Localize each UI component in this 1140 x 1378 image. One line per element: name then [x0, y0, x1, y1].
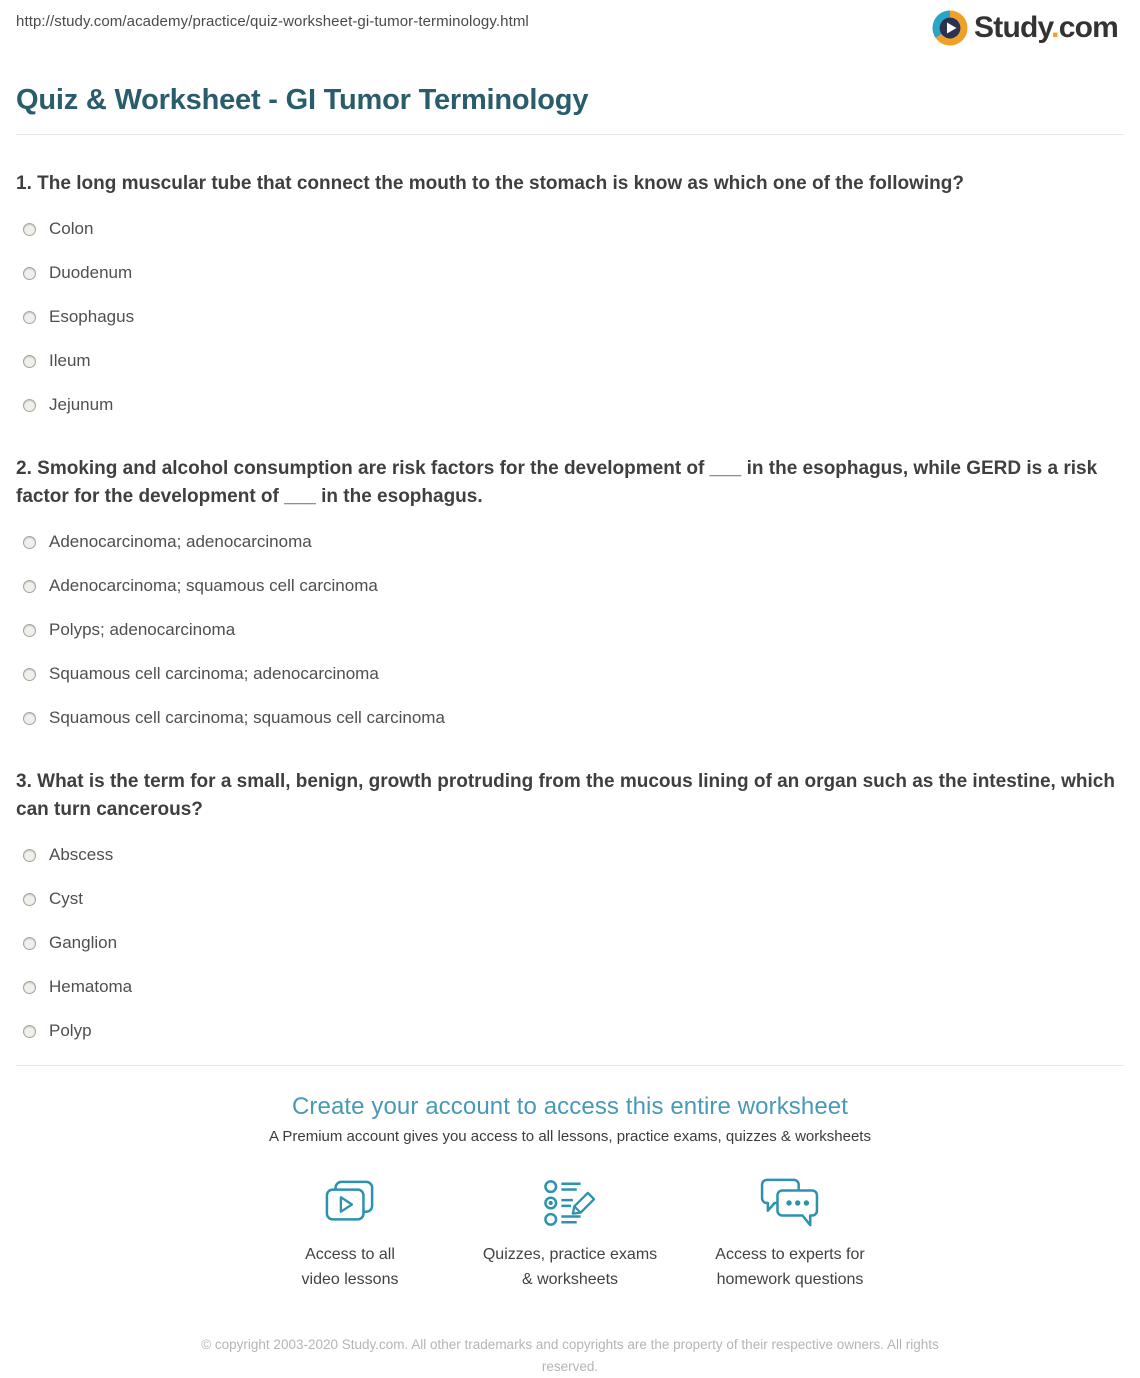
page-title: Quiz & Worksheet - GI Tumor Terminology — [16, 84, 589, 116]
answer-option[interactable] — [16, 664, 1124, 684]
question-1-options — [16, 219, 1124, 415]
radio-button[interactable] — [23, 399, 36, 412]
answer-option-label: Ileum — [49, 351, 91, 370]
answer-option-label: Colon — [49, 219, 94, 238]
radio-button[interactable] — [23, 580, 36, 593]
question-1-text: 1. The long muscular tube that connect the mouth to the stomach is know as which one of the following? — [16, 173, 964, 194]
radio-button[interactable] — [23, 1025, 36, 1038]
answer-option[interactable] — [16, 1021, 1124, 1041]
answer-option-label: Esophagus — [49, 307, 135, 326]
chat-experts-icon — [680, 1177, 900, 1229]
quiz-worksheet-icon — [460, 1177, 680, 1229]
answer-option[interactable] — [16, 620, 1124, 640]
radio-button[interactable] — [23, 223, 36, 236]
answer-option-label: Polyps; adenocarcinoma — [49, 620, 236, 639]
radio-button[interactable] — [23, 668, 36, 681]
radio-button[interactable] — [23, 267, 36, 280]
studycom-logo-text: Study.com — [974, 11, 1118, 44]
question-1 — [16, 170, 1124, 415]
radio-button[interactable] — [23, 712, 36, 725]
answer-option[interactable] — [16, 307, 1124, 327]
radio-button[interactable] — [23, 893, 36, 906]
radio-button[interactable] — [23, 355, 36, 368]
cta-section — [16, 1093, 1124, 1292]
question-2-options — [16, 532, 1124, 728]
answer-option[interactable] — [16, 395, 1124, 415]
feature-video-lessons — [240, 1177, 460, 1292]
radio-button[interactable] — [23, 311, 36, 324]
studycom-logo-icon — [932, 10, 968, 46]
answer-option-label: Polyp — [49, 1021, 92, 1040]
feature-label: Quizzes, practice exams & worksheets — [482, 1246, 658, 1288]
page-url: http://study.com/academy/practice/quiz-worksheet-gi-tumor-terminology.html — [16, 13, 529, 30]
answer-option-label: Adenocarcinoma; squamous cell carcinoma — [49, 576, 378, 595]
answer-option[interactable] — [16, 351, 1124, 371]
answer-option-label: Adenocarcinoma; adenocarcinoma — [49, 532, 312, 551]
answer-option[interactable] — [16, 845, 1124, 865]
feature-homework-experts — [680, 1177, 900, 1292]
answer-option-label: Abscess — [49, 845, 114, 864]
answer-option[interactable] — [16, 708, 1124, 728]
question-3 — [16, 768, 1124, 1041]
answer-option[interactable] — [16, 219, 1124, 239]
radio-button[interactable] — [23, 937, 36, 950]
answer-option-label: Hematoma — [49, 977, 133, 996]
radio-button[interactable] — [23, 536, 36, 549]
video-lessons-icon — [240, 1177, 460, 1229]
question-2-text: 2. Smoking and alcohol consumption are risk factors for the development of ___ in the esophagus, while GERD is a risk factor for the development of ___ in the esophagus. — [16, 458, 1098, 507]
answer-option-label: Duodenum — [49, 263, 133, 282]
page-footer — [16, 1334, 1124, 1378]
answer-option-label: Squamous cell carcinoma; adenocarcinoma — [49, 664, 379, 683]
answer-option[interactable] — [16, 576, 1124, 596]
radio-button[interactable] — [23, 981, 36, 994]
question-3-text: 3. What is the term for a small, benign, growth protruding from the mucous lining of an organ such as the intestine, which can turn cancerous? — [16, 771, 1115, 820]
features-row — [240, 1177, 900, 1292]
answer-option-label: Cyst — [49, 889, 83, 908]
feature-label: Access to experts for homework questions — [715, 1246, 865, 1288]
cta-subheading: A Premium account gives you access to all lessons, practice exams, quizzes & worksheets — [269, 1128, 871, 1145]
answer-option[interactable] — [16, 532, 1124, 552]
answer-option[interactable] — [16, 263, 1124, 283]
question-3-options — [16, 845, 1124, 1041]
radio-button[interactable] — [23, 624, 36, 637]
question-2 — [16, 455, 1124, 728]
cta-divider — [16, 1065, 1124, 1066]
answer-option-label: Squamous cell carcinoma; squamous cell carcinoma — [49, 708, 445, 727]
answer-option[interactable] — [16, 977, 1124, 997]
copyright-text: © copyright 2003-2020 Study.com. All other trademarks and copyrights are the property of their respective owners. All rights reserved. — [201, 1337, 939, 1374]
answer-option[interactable] — [16, 933, 1124, 953]
answer-option-label: Jejunum — [49, 395, 114, 414]
page-header — [16, 0, 1124, 46]
radio-button[interactable] — [23, 849, 36, 862]
answer-option-label: Ganglion — [49, 933, 118, 952]
feature-quizzes-worksheets — [460, 1177, 680, 1292]
title-divider — [16, 134, 1124, 135]
cta-heading: Create your account to access this entire worksheet — [291, 1093, 849, 1120]
feature-label: Access to all video lessons — [301, 1246, 399, 1288]
answer-option[interactable] — [16, 889, 1124, 909]
studycom-logo[interactable] — [932, 10, 1118, 46]
